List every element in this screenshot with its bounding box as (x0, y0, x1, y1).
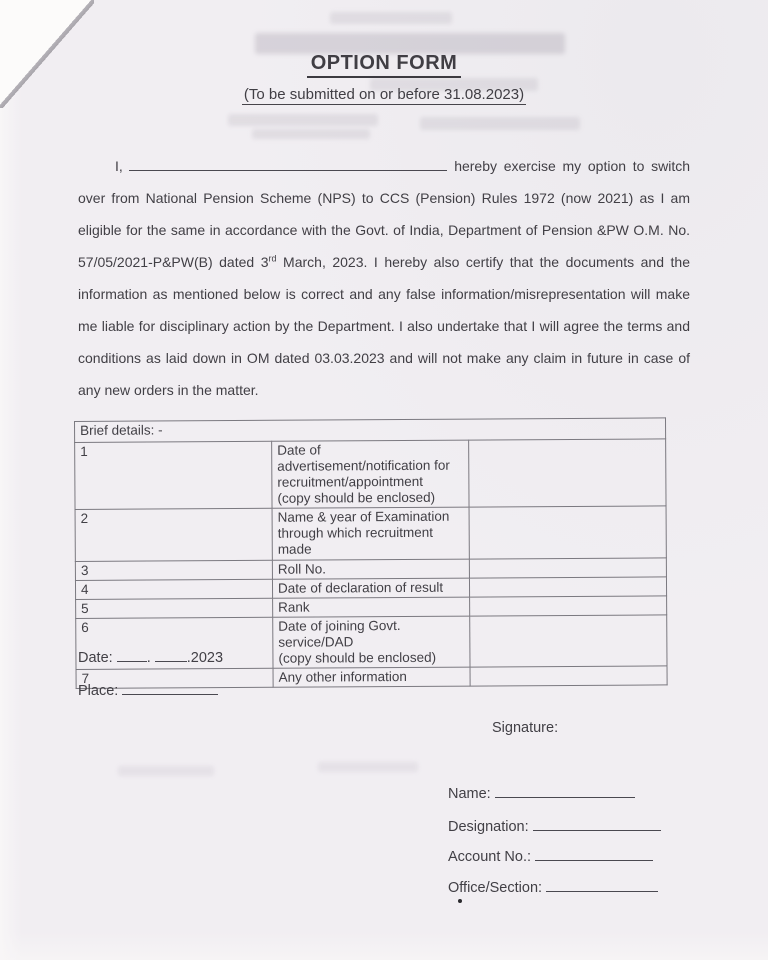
row-value-cell (470, 666, 667, 686)
bleed-through-artifact (420, 117, 580, 130)
row-value-cell (469, 577, 666, 597)
paragraph-part1: hereby exercise my option to switch over from National Pension Scheme (NPS) to CCS (Pension) Rules 1972 (now 2021) as I am eligible for the same in accordance with the Govt. of India, Department of Pension &PW O.M. No. 57/05/2021-P&PW(B) dated 3 (78, 158, 691, 270)
paragraph-part2: March, 2023. I hereby also certify that the documents and the information as mentioned below is correct and any false information/misrepresentation will make me liable for disciplinary action by the Department. I also undertake that I will agree the terms and conditions as laid down in OM dated 03.03.2023 and will not make any claim in future in case of any new orders in the matter. (78, 254, 690, 398)
declaration-paragraph (78, 150, 690, 406)
bleed-through-artifact (318, 762, 418, 772)
name-blank (495, 784, 635, 798)
date-separator: . (146, 650, 151, 666)
designation-blank (533, 817, 661, 831)
form-subtitle: (To be submitted on or before 31.08.2023) (243, 86, 525, 103)
page-title: OPTION FORM (307, 52, 462, 78)
row-number: 1 (75, 441, 272, 509)
ordinal-superscript: rd (268, 253, 277, 264)
account-no-field (448, 847, 653, 865)
name-label: Name: (448, 786, 491, 802)
ink-dot-artifact (458, 899, 462, 903)
row-value-cell (469, 558, 666, 578)
office-section-field (448, 878, 658, 896)
row-number: 5 (76, 598, 273, 618)
fill-in-blank-name (129, 157, 447, 171)
date-year: .2023 (186, 650, 224, 666)
bleed-through-artifact (118, 766, 214, 776)
signature-label: Signature: (492, 720, 559, 736)
row-number: 6 (76, 617, 273, 669)
name-field (448, 784, 635, 802)
row-description: Name & year of Examination through which recruitment made (272, 507, 469, 560)
row-description: Roll No. (272, 559, 469, 579)
bleed-through-artifact (255, 33, 565, 54)
row-number: 3 (75, 560, 272, 580)
paragraph-lead-in: I, (115, 158, 123, 174)
row-number: 4 (75, 579, 272, 599)
table-row (75, 439, 666, 510)
date-field (78, 648, 223, 666)
table-caption: Brief details: - (75, 418, 666, 443)
place-blank (122, 681, 218, 695)
account-no-blank (535, 847, 653, 861)
place-label: Place: (78, 683, 119, 699)
row-description: Rank (273, 597, 470, 617)
office-section-label: Office/Section: (448, 880, 543, 896)
bleed-through-artifact (252, 129, 370, 139)
designation-field (448, 817, 661, 835)
row-description (272, 440, 469, 508)
date-day-blank (117, 648, 147, 662)
row-description-line: (copy should be enclosed) (277, 489, 436, 506)
row-value-cell (470, 596, 667, 616)
row-description-line: (copy should be enclosed) (278, 649, 437, 666)
row-number: 2 (75, 508, 272, 561)
row-description: Any other information (273, 667, 470, 687)
row-number: 7 (76, 668, 273, 688)
row-value-cell (470, 615, 667, 667)
account-no-label: Account No.: (448, 849, 532, 865)
date-label: Date: (78, 650, 113, 666)
office-section-blank (546, 878, 658, 892)
bleed-through-artifact (330, 12, 452, 24)
bleed-through-artifact (228, 114, 378, 126)
designation-label: Designation: (448, 819, 529, 835)
row-value-cell (469, 506, 666, 559)
table-row (75, 506, 666, 562)
place-field (78, 681, 218, 699)
row-description (273, 616, 470, 668)
row-description: Date of declaration of result (272, 578, 469, 598)
row-description-line: Date of joining Govt. service/DAD (278, 618, 401, 650)
date-month-blank (155, 648, 187, 662)
row-description-line: Date of advertisement/notification for recruitment/appointment (277, 442, 450, 490)
row-value-cell (469, 439, 666, 507)
